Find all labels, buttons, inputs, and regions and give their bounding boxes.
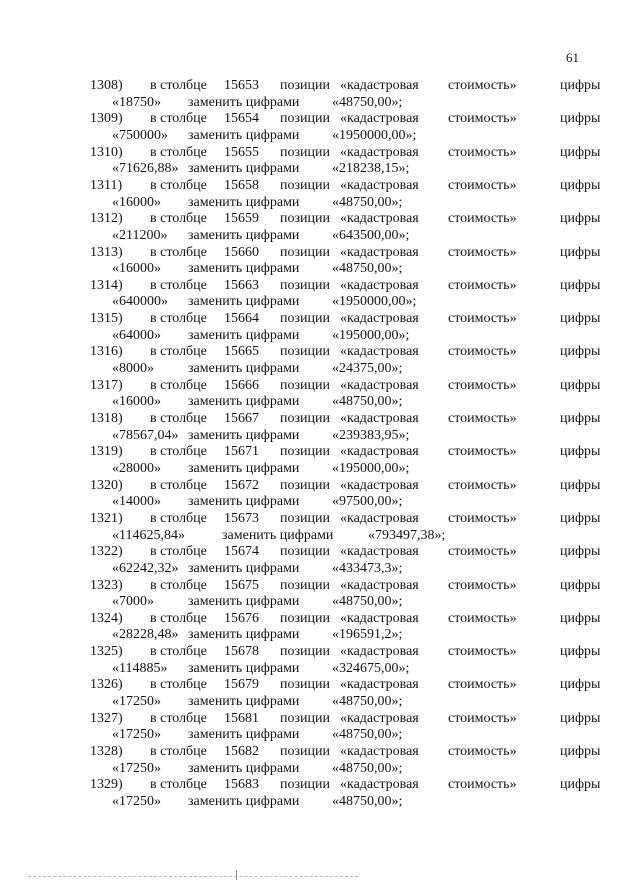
- column-label: в столбце: [150, 610, 207, 626]
- field-name-end: стоимость»: [448, 311, 517, 327]
- digits-label: цифры: [560, 644, 601, 660]
- amendment-item: [0, 245, 640, 279]
- old-value: «14000»: [112, 494, 161, 510]
- scan-edge-line: [28, 876, 358, 877]
- column-number: 15671: [224, 444, 259, 460]
- replace-label: заменить цифрами: [188, 560, 300, 576]
- new-value: «195000,00»;: [332, 327, 410, 343]
- field-name-start: «кадастровая: [340, 411, 419, 426]
- field-name-end: стоимость»: [448, 411, 517, 426]
- item-number: 1308): [90, 78, 123, 93]
- digits-label: цифры: [560, 311, 601, 327]
- column-label: в столбце: [150, 244, 207, 260]
- column-label: в столбце: [150, 111, 207, 127]
- field-name-start: «кадастровая: [340, 177, 419, 193]
- item-number: 1314): [90, 277, 123, 293]
- column-number: 15660: [224, 244, 259, 260]
- amendment-item: [0, 344, 640, 378]
- position-label: позиции: [280, 244, 330, 260]
- field-name-start: «кадастровая: [340, 610, 419, 626]
- item-number: 1310): [90, 144, 123, 160]
- field-name-start: «кадастровая: [340, 311, 419, 327]
- field-name-end: стоимость»: [448, 610, 517, 626]
- column-number: 15659: [224, 211, 259, 227]
- position-label: позиции: [280, 544, 330, 560]
- column-label: в столбце: [150, 477, 207, 493]
- field-name-end: стоимость»: [448, 477, 517, 493]
- old-value: «28228,48»: [112, 627, 179, 643]
- digits-label: цифры: [560, 744, 601, 759]
- position-label: позиции: [280, 311, 330, 327]
- field-name-end: стоимость»: [448, 244, 517, 260]
- item-number: 1309): [90, 111, 123, 127]
- amendment-item: [0, 278, 640, 312]
- replace-label: заменить цифрами: [188, 694, 300, 710]
- amendment-item: [0, 78, 640, 112]
- item-number: 1323): [90, 577, 123, 593]
- column-number: 15654: [224, 111, 259, 127]
- column-label: в столбце: [150, 677, 207, 693]
- old-value: «64000»: [112, 327, 161, 343]
- field-name-start: «кадастровая: [340, 211, 419, 227]
- replace-label: заменить цифрами: [188, 460, 300, 476]
- old-value: «71626,88»: [112, 161, 179, 177]
- position-label: позиции: [280, 277, 330, 293]
- field-name-end: стоимость»: [448, 677, 517, 693]
- field-name-start: «кадастровая: [340, 111, 419, 127]
- field-name-start: «кадастровая: [340, 710, 419, 726]
- old-value: «16000»: [112, 194, 161, 210]
- amendment-item: [0, 444, 640, 478]
- column-number: 15666: [224, 377, 259, 393]
- field-name-start: «кадастровая: [340, 544, 419, 560]
- old-value: «16000»: [112, 261, 161, 277]
- new-value: «48750,00»;: [332, 793, 403, 809]
- old-value: «18750»: [112, 94, 161, 110]
- new-value: «239383,95»;: [332, 427, 410, 443]
- column-label: в столбце: [150, 144, 207, 160]
- position-label: позиции: [280, 644, 330, 660]
- field-name-end: стоимость»: [448, 510, 517, 526]
- field-name-start: «кадастровая: [340, 510, 419, 526]
- column-label: в столбце: [150, 277, 207, 293]
- new-value: «24375,00»;: [332, 361, 403, 377]
- replace-label: заменить цифрами: [188, 727, 300, 743]
- digits-label: цифры: [560, 477, 601, 493]
- column-number: 15678: [224, 644, 259, 660]
- replace-label: заменить цифрами: [222, 527, 334, 543]
- column-label: в столбце: [150, 644, 207, 660]
- digits-label: цифры: [560, 577, 601, 593]
- amendment-item: [0, 544, 640, 578]
- column-label: в столбце: [150, 211, 207, 227]
- field-name-end: стоимость»: [448, 277, 517, 293]
- column-label: в столбце: [150, 444, 207, 460]
- item-number: 1313): [90, 244, 123, 260]
- position-label: позиции: [280, 444, 330, 460]
- column-number: 15664: [224, 311, 259, 327]
- replace-label: заменить цифрами: [188, 127, 300, 143]
- position-label: позиции: [280, 111, 330, 127]
- old-value: «78567,04»: [112, 427, 179, 443]
- position-label: позиции: [280, 144, 330, 160]
- field-name-start: «кадастровая: [340, 78, 419, 93]
- item-number: 1317): [90, 377, 123, 393]
- column-number: 15675: [224, 577, 259, 593]
- new-value: «643500,00»;: [332, 227, 410, 243]
- amendment-item: [0, 578, 640, 612]
- replace-label: заменить цифрами: [188, 261, 300, 277]
- new-value: «1950000,00»;: [332, 127, 417, 143]
- replace-label: заменить цифрами: [188, 294, 300, 310]
- replace-label: заменить цифрами: [188, 660, 300, 676]
- field-name-start: «кадастровая: [340, 477, 419, 493]
- new-value: «97500,00»;: [332, 494, 403, 510]
- amendment-item: [0, 711, 640, 745]
- replace-label: заменить цифрами: [188, 194, 300, 210]
- new-value: «1950000,00»;: [332, 294, 417, 310]
- amendment-item: [0, 378, 640, 412]
- replace-label: заменить цифрами: [188, 94, 300, 110]
- column-label: в столбце: [150, 344, 207, 360]
- amendment-item: [0, 311, 640, 345]
- position-label: позиции: [280, 677, 330, 693]
- new-value: «48750,00»;: [332, 760, 403, 776]
- field-name-end: стоимость»: [448, 177, 517, 193]
- old-value: «114885»: [112, 660, 168, 676]
- column-number: 15655: [224, 144, 259, 160]
- new-value: «48750,00»;: [332, 694, 403, 710]
- old-value: «62242,32»: [112, 560, 179, 576]
- new-value: «48750,00»;: [332, 261, 403, 277]
- amendment-item: [0, 777, 640, 811]
- replace-label: заменить цифрами: [188, 760, 300, 776]
- amendment-item: [0, 677, 640, 711]
- field-name-start: «кадастровая: [340, 744, 419, 759]
- amendment-item: [0, 411, 640, 445]
- scan-edge-tick: [236, 870, 237, 880]
- digits-label: цифры: [560, 444, 601, 460]
- old-value: «114625,84»: [112, 527, 185, 543]
- column-number: 15665: [224, 344, 259, 360]
- position-label: позиции: [280, 411, 330, 426]
- position-label: позиции: [280, 78, 330, 93]
- field-name-end: стоимость»: [448, 78, 517, 93]
- column-number: 15679: [224, 677, 259, 693]
- new-value: «793497,38»;: [368, 527, 446, 543]
- field-name-end: стоимость»: [448, 744, 517, 759]
- amendment-item: [0, 111, 640, 145]
- replace-label: заменить цифрами: [188, 494, 300, 510]
- digits-label: цифры: [560, 344, 601, 360]
- digits-label: цифры: [560, 111, 601, 127]
- column-number: 15653: [224, 78, 259, 93]
- replace-label: заменить цифрами: [188, 361, 300, 377]
- field-name-end: стоимость»: [448, 111, 517, 127]
- page-number: 61: [566, 50, 579, 65]
- position-label: позиции: [280, 377, 330, 393]
- old-value: «211200»: [112, 227, 168, 243]
- amendment-item: [0, 744, 640, 778]
- digits-label: цифры: [560, 544, 601, 560]
- item-number: 1326): [90, 677, 123, 693]
- column-number: 15663: [224, 277, 259, 293]
- old-value: «17250»: [112, 793, 161, 809]
- column-label: в столбце: [150, 544, 207, 560]
- column-number: 15683: [224, 777, 259, 793]
- field-name-end: стоимость»: [448, 144, 517, 160]
- new-value: «48750,00»;: [332, 394, 403, 410]
- digits-label: цифры: [560, 211, 601, 227]
- item-number: 1315): [90, 311, 123, 327]
- digits-label: цифры: [560, 710, 601, 726]
- column-number: 15681: [224, 710, 259, 726]
- position-label: позиции: [280, 610, 330, 626]
- column-number: 15676: [224, 610, 259, 626]
- field-name-end: стоимость»: [448, 777, 517, 793]
- column-label: в столбце: [150, 177, 207, 193]
- new-value: «48750,00»;: [332, 194, 403, 210]
- old-value: «8000»: [112, 361, 154, 377]
- field-name-end: стоимость»: [448, 710, 517, 726]
- field-name-start: «кадастровая: [340, 444, 419, 460]
- digits-label: цифры: [560, 144, 601, 160]
- new-value: «48750,00»;: [332, 594, 403, 610]
- digits-label: цифры: [560, 244, 601, 260]
- position-label: позиции: [280, 777, 330, 793]
- field-name-end: стоимость»: [448, 377, 517, 393]
- item-number: 1324): [90, 610, 123, 626]
- replace-label: заменить цифрами: [188, 793, 300, 809]
- field-name-start: «кадастровая: [340, 144, 419, 160]
- old-value: «17250»: [112, 694, 161, 710]
- replace-label: заменить цифрами: [188, 427, 300, 443]
- digits-label: цифры: [560, 610, 601, 626]
- column-label: в столбце: [150, 510, 207, 526]
- field-name-start: «кадастровая: [340, 277, 419, 293]
- replace-label: заменить цифрами: [188, 327, 300, 343]
- new-value: «48750,00»;: [332, 727, 403, 743]
- replace-label: заменить цифрами: [188, 627, 300, 643]
- column-number: 15682: [224, 744, 259, 759]
- new-value: «196591,2»;: [332, 627, 403, 643]
- field-name-start: «кадастровая: [340, 677, 419, 693]
- item-number: 1312): [90, 211, 123, 227]
- column-number: 15672: [224, 477, 259, 493]
- field-name-end: стоимость»: [448, 444, 517, 460]
- replace-label: заменить цифрами: [188, 594, 300, 610]
- field-name-end: стоимость»: [448, 644, 517, 660]
- field-name-start: «кадастровая: [340, 377, 419, 393]
- digits-label: цифры: [560, 411, 601, 426]
- position-label: позиции: [280, 744, 330, 759]
- item-number: 1311): [90, 177, 123, 193]
- new-value: «433473,3»;: [332, 560, 403, 576]
- column-label: в столбце: [150, 377, 207, 393]
- column-label: в столбце: [150, 411, 207, 426]
- field-name-start: «кадастровая: [340, 644, 419, 660]
- column-label: в столбце: [150, 710, 207, 726]
- old-value: «17250»: [112, 760, 161, 776]
- old-value: «7000»: [112, 594, 154, 610]
- old-value: «16000»: [112, 394, 161, 410]
- digits-label: цифры: [560, 777, 601, 793]
- column-label: в столбце: [150, 777, 207, 793]
- old-value: «750000»: [112, 127, 168, 143]
- field-name-end: стоимость»: [448, 211, 517, 227]
- item-number: 1325): [90, 644, 123, 660]
- field-name-start: «кадастровая: [340, 344, 419, 360]
- column-number: 15673: [224, 510, 259, 526]
- field-name-start: «кадастровая: [340, 777, 419, 793]
- new-value: «195000,00»;: [332, 460, 410, 476]
- item-number: 1328): [90, 744, 123, 759]
- column-label: в столбце: [150, 78, 207, 93]
- digits-label: цифры: [560, 177, 601, 193]
- field-name-end: стоимость»: [448, 344, 517, 360]
- position-label: позиции: [280, 577, 330, 593]
- digits-label: цифры: [560, 277, 601, 293]
- amendment-item: [0, 211, 640, 245]
- item-number: 1319): [90, 444, 123, 460]
- position-label: позиции: [280, 477, 330, 493]
- column-number: 15658: [224, 177, 259, 193]
- amendment-item: [0, 145, 640, 179]
- replace-label: заменить цифрами: [188, 227, 300, 243]
- digits-label: цифры: [560, 677, 601, 693]
- old-value: «28000»: [112, 460, 161, 476]
- position-label: позиции: [280, 344, 330, 360]
- item-number: 1322): [90, 544, 123, 560]
- amendment-item: [0, 478, 640, 512]
- item-number: 1329): [90, 777, 123, 793]
- item-number: 1318): [90, 411, 123, 426]
- replace-label: заменить цифрами: [188, 394, 300, 410]
- position-label: позиции: [280, 211, 330, 227]
- item-number: 1320): [90, 477, 123, 493]
- old-value: «17250»: [112, 727, 161, 743]
- amendment-item: [0, 611, 640, 645]
- item-number: 1316): [90, 344, 123, 360]
- field-name-start: «кадастровая: [340, 244, 419, 260]
- item-number: 1327): [90, 710, 123, 726]
- new-value: «48750,00»;: [332, 94, 403, 110]
- amendment-item: [0, 511, 640, 545]
- digits-label: цифры: [560, 78, 601, 93]
- column-label: в столбце: [150, 744, 207, 759]
- old-value: «640000»: [112, 294, 168, 310]
- digits-label: цифры: [560, 510, 601, 526]
- column-number: 15667: [224, 411, 259, 426]
- column-number: 15674: [224, 544, 259, 560]
- new-value: «218238,15»;: [332, 161, 410, 177]
- position-label: позиции: [280, 710, 330, 726]
- column-label: в столбце: [150, 577, 207, 593]
- new-value: «324675,00»;: [332, 660, 410, 676]
- column-label: в столбце: [150, 311, 207, 327]
- amendment-item: [0, 644, 640, 678]
- digits-label: цифры: [560, 377, 601, 393]
- position-label: позиции: [280, 177, 330, 193]
- field-name-end: стоимость»: [448, 544, 517, 560]
- position-label: позиции: [280, 510, 330, 526]
- replace-label: заменить цифрами: [188, 161, 300, 177]
- item-number: 1321): [90, 510, 123, 526]
- field-name-start: «кадастровая: [340, 577, 419, 593]
- field-name-end: стоимость»: [448, 577, 517, 593]
- amendment-item: [0, 178, 640, 212]
